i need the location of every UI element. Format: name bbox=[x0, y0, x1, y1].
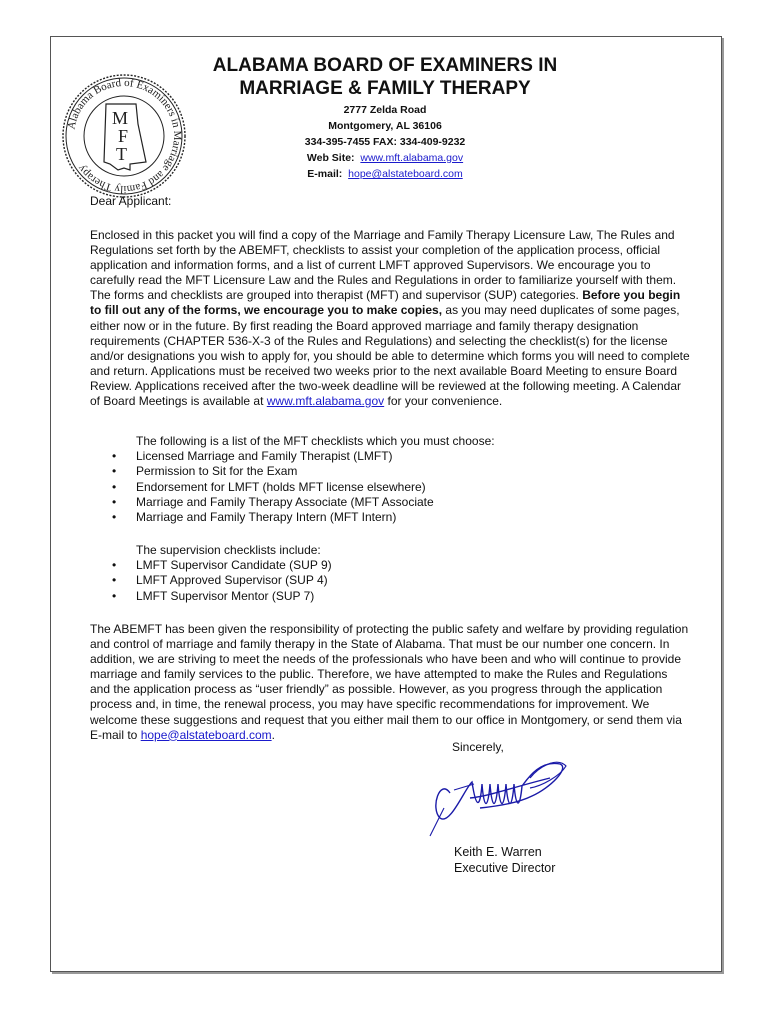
board-title-line2: MARRIAGE & FAMILY THERAPY bbox=[239, 78, 531, 99]
seal-letter-f: F bbox=[118, 126, 129, 146]
signature-image bbox=[410, 748, 570, 838]
list-item: • Permission to Sit for the Exam bbox=[110, 464, 670, 479]
closing: Sincerely, bbox=[452, 740, 504, 754]
responsibility-text-b: . bbox=[271, 727, 275, 742]
calendar-link[interactable]: www.mft.alabama.gov bbox=[266, 394, 385, 409]
list-item: • Licensed Marriage and Family Therapist (LMFT) bbox=[110, 449, 670, 464]
street-address: 2777 Zelda Road bbox=[343, 104, 427, 116]
list-item: • LMFT Approved Supervisor (SUP 4) bbox=[110, 573, 670, 588]
signer-name: Keith E. Warren bbox=[454, 845, 542, 859]
signer-block bbox=[454, 844, 555, 876]
email-link[interactable]: hope@alstateboard.com bbox=[348, 168, 463, 180]
mft-list-intro: The following is a list of the MFT checklists which you must choose: bbox=[136, 434, 495, 448]
list-item: • LMFT Supervisor Candidate (SUP 9) bbox=[110, 558, 670, 573]
intro-text-c: for your convenience. bbox=[384, 394, 503, 409]
phone-fax: 334-395-7455 FAX: 334-409-9232 bbox=[304, 136, 466, 148]
responsibility-paragraph bbox=[90, 622, 690, 743]
responsibility-text-a: The ABEMFT has been given the responsibility of protecting the public safety and welfare by providing regulation and control of marriage and family therapy in the State of Alabama. That must be our number one concern. In addition, we are striving to meet the needs of the professionals who have been and who will continue to provide marriage and family services to the public. Therefore, we have attempted to make the Rules and Regulations and the application process as “user friendly” as possible. However, as you progress through the application process and, in time, the renewal process, you may have specific recommendations for improvement. We welcome these suggestions and request that you either mail them to our office in Montgomery, or send them via E-mail to bbox=[90, 622, 689, 742]
list-item: • Marriage and Family Therapy Associate (MFT Associate bbox=[110, 495, 670, 510]
sup-list-intro: The supervision checklists include: bbox=[136, 543, 321, 557]
email-label: E-mail: bbox=[307, 168, 343, 180]
email-link-inline[interactable]: hope@alstateboard.com bbox=[140, 727, 272, 742]
intro-text-b: as you may need duplicates of some pages, either now or in the future. By first reading the Board approved marriage and family therapy designation requirements (CHAPTER 536-X-3 of the Rules and Regulations) and selecting the checklist(s) for the license and/or designations you wish to apply for, you should be able to determine which forms you will need to complete and return. Applications must be received two weeks prior to the next available Board Meeting to ensure Board Review. Applications received after the two-week deadline will be reviewed at the following meeting. A Calendar of Board Meetings is available at bbox=[90, 303, 690, 409]
email-line bbox=[240, 166, 530, 182]
list-item: • Endorsement for LMFT (holds MFT license elsewhere) bbox=[110, 480, 670, 495]
city-state-zip: Montgomery, AL 36106 bbox=[328, 120, 442, 132]
list-item: • LMFT Supervisor Mentor (SUP 7) bbox=[110, 589, 670, 604]
website-link[interactable]: www.mft.alabama.gov bbox=[360, 152, 464, 164]
intro-text-a: Enclosed in this packet you will find a copy of the Marriage and Family Therapy Licensure Law, The Rules and Regulations set forth by the ABEMFT, checklists to assist your completion of the application process, official application and information forms, and a list of current LMFT approved Supervisors. We encourage you to carefully read the MFT Licensure Law and the Rules and Regulations in order to familiarize yourself with them. The forms and checklists are grouped into therapist (MFT) and supervisor (SUP) categories. bbox=[90, 228, 677, 303]
board-seal-logo bbox=[60, 72, 188, 200]
list-item: • Marriage and Family Therapy Intern (MFT Intern) bbox=[110, 510, 670, 525]
letterhead-contact bbox=[240, 102, 530, 182]
supervision-checklist-list bbox=[110, 543, 670, 604]
website-label: Web Site: bbox=[306, 152, 355, 164]
mft-checklist-list bbox=[110, 434, 670, 525]
intro-paragraph bbox=[90, 228, 690, 409]
seal-ring-text: Alabama Board of Examiners in Marriage and Family Therapy bbox=[65, 76, 184, 196]
seal-letter-m: M bbox=[112, 108, 129, 128]
signer-title: Executive Director bbox=[454, 861, 556, 875]
intro-bold-text: Before you begin to fill out any of the forms, we encourage you to make copies, bbox=[90, 288, 681, 318]
seal-letter-t: T bbox=[116, 144, 127, 164]
board-title-line1: ALABAMA BOARD OF EXAMINERS IN bbox=[212, 55, 558, 76]
website-line bbox=[240, 150, 530, 166]
salutation: Dear Applicant: bbox=[90, 194, 172, 208]
